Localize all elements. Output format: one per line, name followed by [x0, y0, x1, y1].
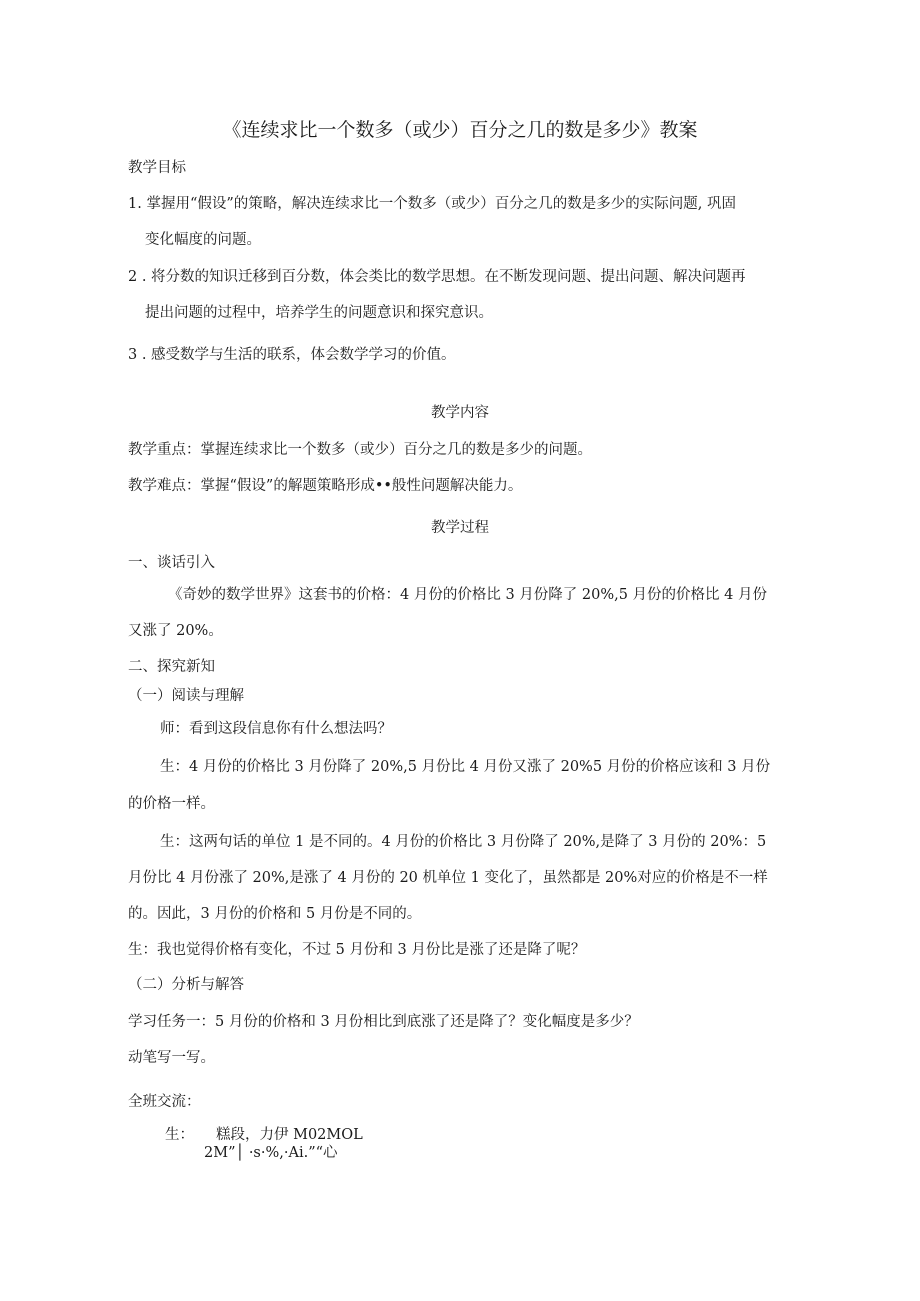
content-heading: 教学内容: [431, 405, 489, 421]
section-1-heading: 一、谈话引入: [128, 555, 215, 571]
subsection-1-heading: （一）阅读与理解: [128, 688, 244, 704]
formula-line-2: 2M”│ ·s·%,·Ai.”“心: [204, 1145, 338, 1161]
student-1-line-1: 生：4 月份的价格比 3 月份降了 20%,5 月份比 4 月份又涨了 20%5 月份的价格应该和 3 月份: [160, 759, 771, 775]
objective-1-line-1: 1. 掌握用“假设”的策略，解决连续求比一个数多（或少）百分之几的数是多少的实际问题, 巩固: [128, 196, 736, 212]
key-point: 教学重点：掌握连续求比一个数多（或少）百分之几的数是多少的问题。: [128, 442, 592, 458]
intro-line-1: 《奇妙的数学世界》这套书的价格：4 月份的价格比 3 月份降了 20%,5 月份的价格比 4 月份: [168, 587, 767, 603]
process-heading: 教学过程: [431, 520, 489, 536]
document-title: 《连续求比一个数多（或少）百分之几的数是多少》教案: [222, 119, 698, 141]
write-instruction: 动笔写一写。: [128, 1050, 215, 1066]
objective-2-line-1: 2 . 将分数的知识迁移到百分数，体会类比的数学思想。在不断发现问题、提出问题、解决问题再: [128, 269, 746, 285]
student-label: 生：: [165, 1127, 194, 1143]
class-exchange: 全班交流：: [128, 1094, 201, 1110]
objective-1-line-2: 变化幅度的问题。: [145, 232, 261, 248]
difficulty: 教学难点：掌握“假设”的解题策略形成••般性问题解决能力。: [128, 478, 523, 494]
student-1-line-2: 的价格一样。: [128, 796, 215, 812]
learning-task-1: 学习任务一：5 月份的价格和 3 月份相比到底涨了还是降了？变化幅度是多少？: [128, 1014, 639, 1030]
objective-2-line-2: 提出问题的过程中，培养学生的问题意识和探究意识。: [145, 305, 493, 321]
objectives-heading: 教学目标: [128, 160, 186, 176]
student-2-line-2: 月份比 4 月份涨了 20%,是涨了 4 月份的 20 机单位 1 变化了，虽然都是 20%对应的价格是不一样: [128, 870, 768, 886]
subsection-2-heading: （二）分析与解答: [128, 977, 244, 993]
objective-3: 3 . 感受数学与生活的联系，体会数学学习的价值。: [128, 347, 456, 363]
intro-line-2: 又涨了 20%。: [128, 623, 223, 639]
section-2-heading: 二、探究新知: [128, 659, 215, 675]
formula-line-1: 糕段，力伊 M02MOL: [216, 1127, 363, 1143]
student-2-line-1: 生：这两句话的单位 1 是不同的。4 月份的价格比 3 月份降了 20%,是降了 3 月份的 20%：5: [160, 834, 767, 850]
student-3: 生：我也觉得价格有变化，不过 5 月份和 3 月份比是涨了还是降了呢？: [128, 942, 586, 958]
student-2-line-3: 的。因此，3 月份的价格和 5 月份是不同的。: [128, 906, 422, 922]
teacher-question: 师：看到这段信息你有什么想法吗？: [160, 721, 392, 737]
